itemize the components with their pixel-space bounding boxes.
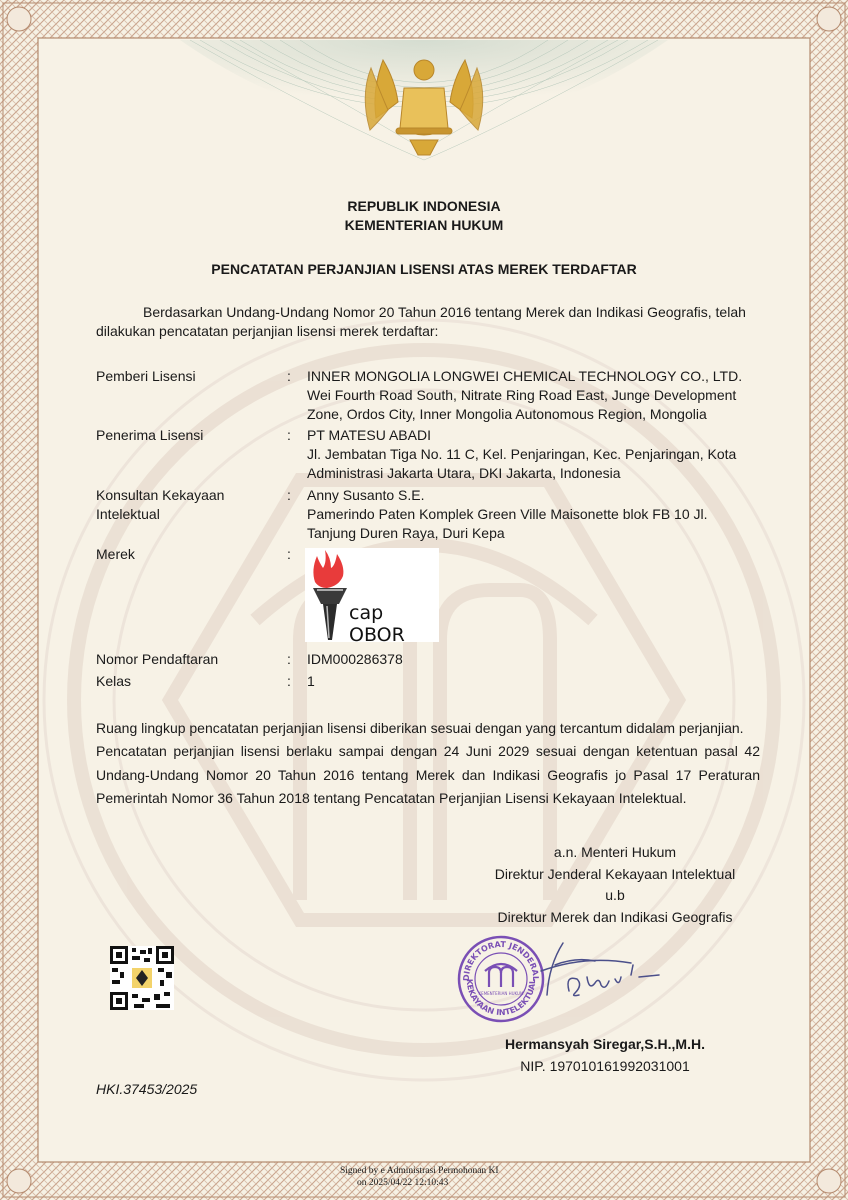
qr-code[interactable]	[110, 946, 174, 1010]
registration-label: Nomor Pendaftaran	[96, 651, 219, 667]
colon: :	[287, 673, 291, 689]
signatory-nip: NIP. 197010161992031001	[520, 1058, 690, 1074]
consultant-label: Konsultan Kekayaan	[96, 487, 225, 503]
signatory-name: Hermansyah Siregar,S.H.,M.H.	[505, 1036, 705, 1052]
class-value: 1	[307, 673, 315, 689]
licensor-name: INNER MONGOLIA LONGWEI CHEMICAL TECHNOLOGY CO., LTD.	[307, 368, 743, 384]
consultant-address: Pamerindo Paten Komplek Green Ville Maisonette blok FB 10 Jl. Tanjung Duren Raya, Duri Kepa	[307, 506, 708, 541]
director-text: Direktur Merek dan Indikasi Geografis	[497, 909, 733, 925]
licensee-label: Penerima Lisensi	[96, 427, 204, 443]
trademark-logo	[305, 548, 439, 646]
trademark-text: cap OBOR	[349, 602, 405, 646]
signed-on-text: on 2025/04/22 12:10:43	[357, 1178, 449, 1188]
document-title: PENCATATAN PERJANJIAN LISENSI ATAS MEREK TERDAFTAR	[211, 261, 637, 277]
licensee-address: Jl. Jembatan Tiga No. 11 C, Kel. Penjaringan, Kec. Penjaringan, Kota Administrasi Jakarta Utara, DKI Jakarta, Indonesia	[307, 446, 737, 481]
country-heading: REPUBLIK INDONESIA	[347, 198, 501, 214]
colon: :	[287, 651, 291, 667]
validity-paragraph: Pencatatan perjanjian lisensi berlaku sampai dengan 24 Juni 2029 sesuai dengan ketentuan pasal 42 Undang-Undang Nomor 20 Tahun 2016 tentang Merek dan Indikasi Geografis jo Pasal 17 Peraturan Pemerintah Nomor 36 Tahun 2018 tentang Pencatatan Perjanjian Lisensi Kekayaan Intelektual.	[96, 743, 760, 806]
stamp-top-text: DIREKTORAT JENDERAL	[461, 939, 541, 982]
stamp-center-text: KEMENTERIAN HUKUM	[478, 991, 524, 996]
ub-text: u.b	[605, 887, 625, 903]
colon: :	[287, 368, 291, 384]
registration-number: IDM000286378	[307, 651, 403, 667]
signature	[535, 935, 665, 1015]
consultant-name: Anny Susanto S.E.	[307, 487, 425, 503]
consultant-label-2: Intelektual	[96, 506, 160, 522]
mark-label: Merek	[96, 546, 135, 562]
colon: :	[287, 427, 291, 443]
class-label: Kelas	[96, 673, 132, 689]
colon: :	[287, 487, 291, 503]
on-behalf-text: a.n. Menteri Hukum	[553, 844, 677, 860]
document-number: HKI.37453/2025	[96, 1081, 198, 1097]
signed-by-text: Signed by e Administrasi Permohonan KI	[340, 1166, 499, 1176]
licensee-name: PT MATESU ABADI	[307, 427, 431, 443]
official-stamp	[455, 935, 547, 1023]
scope-paragraph: Ruang lingkup pencatatan perjanjian lisensi diberikan sesuai dengan yang tercantum didalam perjanjian.	[96, 720, 744, 736]
director-general-text: Direktur Jenderal Kekayaan Intelektual	[494, 866, 736, 882]
colon: :	[287, 546, 291, 562]
licensor-label: Pemberi Lisensi	[96, 368, 196, 384]
ministry-heading: KEMENTERIAN HUKUM	[344, 217, 504, 233]
intro-paragraph: Berdasarkan Undang-Undang Nomor 20 Tahun 2016 tentang Merek dan Indikasi Geografis, telah dilakukan pencatatan perjanjian lisensi merek terdaftar:	[96, 304, 746, 339]
stamp-bottom-text: KEKAYAAN INTELEKTUAL	[464, 978, 538, 1018]
licensor-address: Wei Fourth Road South, Nitrate Ring Road East, Junge Development Zone, Ordos City, Inner Mongolia Autonomous Region, Mongolia	[307, 387, 737, 422]
